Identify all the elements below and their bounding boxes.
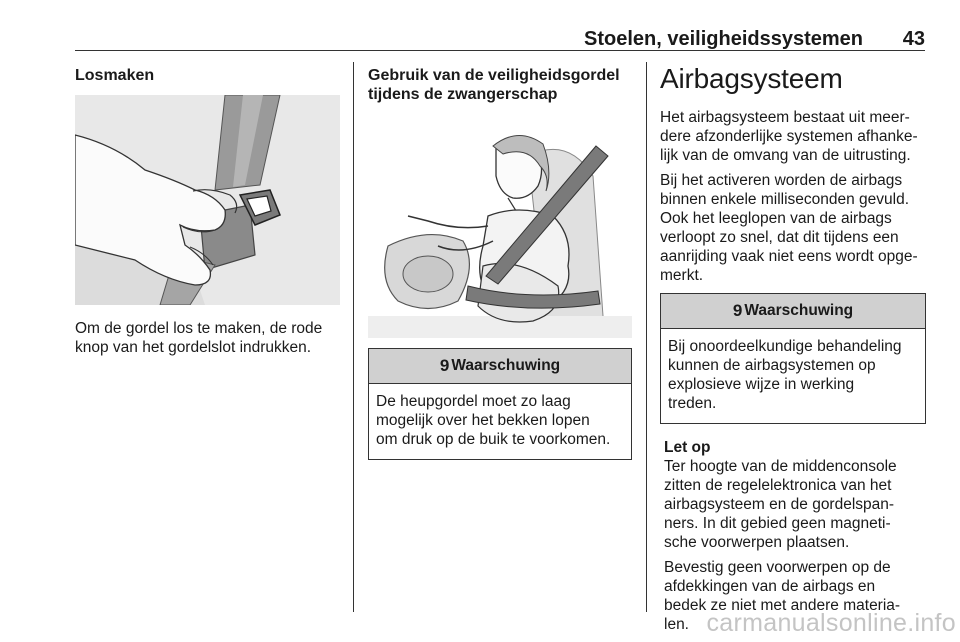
text-line: Ter hoogte van de middenconsole [664,458,897,475]
text-line: om druk op de buik te voorkomen. [376,431,611,448]
warning-box [368,348,632,460]
text-line: verloopt zo snel, dat dit tijdens een [660,229,899,246]
page-number: 43 [902,28,925,50]
watermark: carmanualsonline.info [706,609,956,637]
text-line: len. [664,616,689,633]
text-line: Ook het leeglopen van de airbags [660,210,892,227]
warning-title: Waarschuwing [451,357,561,374]
text-line: aanrijding vaak niet eens wordt opge- [660,248,918,265]
text-line: sche voorwerpen plaatsen. [664,534,850,551]
text-line: kunnen de airbagsystemen op [668,357,876,374]
section-title: Airbagsysteem [660,63,843,94]
warning-box [660,293,926,424]
text-line: ners. In dit gebied geen magneti- [664,515,891,532]
text-line: airbagsysteem en de gordelspan- [664,496,895,513]
warning-body [661,329,925,423]
hand-releasing-seatbelt-illustration [75,95,340,305]
warning-header [369,349,631,384]
heading-line: Gebruik van de veiligheidsgordel [368,67,620,84]
seatbelt-release-icon [75,95,340,305]
warning-triangle-icon: 9 [439,356,450,375]
column-zwangerschap [368,62,632,460]
text-line: mogelijk over het bekken lopen [376,412,590,429]
column-airbagsysteem [660,62,926,634]
column-divider [353,62,354,612]
text-line: Bij het activeren worden de airbags [660,172,903,189]
text-line: Bevestig geen voorwerpen op de [664,559,891,576]
section-heading [368,66,632,104]
text-line: explosieve wijze in werking [668,376,855,393]
heading-line: tijdens de zwangerschap [368,86,558,103]
pregnant-driver-seatbelt-illustration [368,116,632,338]
text-line: binnen enkele milliseconden gevuld. [660,191,910,208]
text-line: knop van het gordelslot indrukken. [75,339,312,356]
text-line: merkt. [660,267,704,284]
text-line: dere afzonderlijke systemen afhanke- [660,128,918,145]
warning-header [661,294,925,329]
warning-body [369,384,631,459]
column-losmaken [75,62,340,357]
pregnant-seatbelt-icon [368,116,632,338]
text-line: De heupgordel moet zo laag [376,393,571,410]
section-heading: Losmaken [75,67,155,84]
warning-triangle-icon: 9 [732,301,743,320]
text-line: Bij onoordeelkundige behandeling [668,338,902,355]
warning-title: Waarschuwing [744,302,854,319]
note-title: Let op [664,439,711,456]
column-divider [646,62,647,612]
note-block [660,438,926,634]
text-line: bedek ze niet met andere materia- [664,597,901,614]
text-line: Om de gordel los te maken, de rode [75,320,323,337]
text-line: afdekkingen van de airbags en [664,578,876,595]
chapter-title: Stoelen, veiligheidssystemen [584,28,863,50]
text-line: Het airbagsysteem bestaat uit meer- [660,109,910,126]
text-line: treden. [668,395,717,412]
text-line: lijk van de omvang van de uitrusting. [660,147,911,164]
page-header [75,24,925,51]
text-line: zitten de regelelektronica van het [664,477,892,494]
